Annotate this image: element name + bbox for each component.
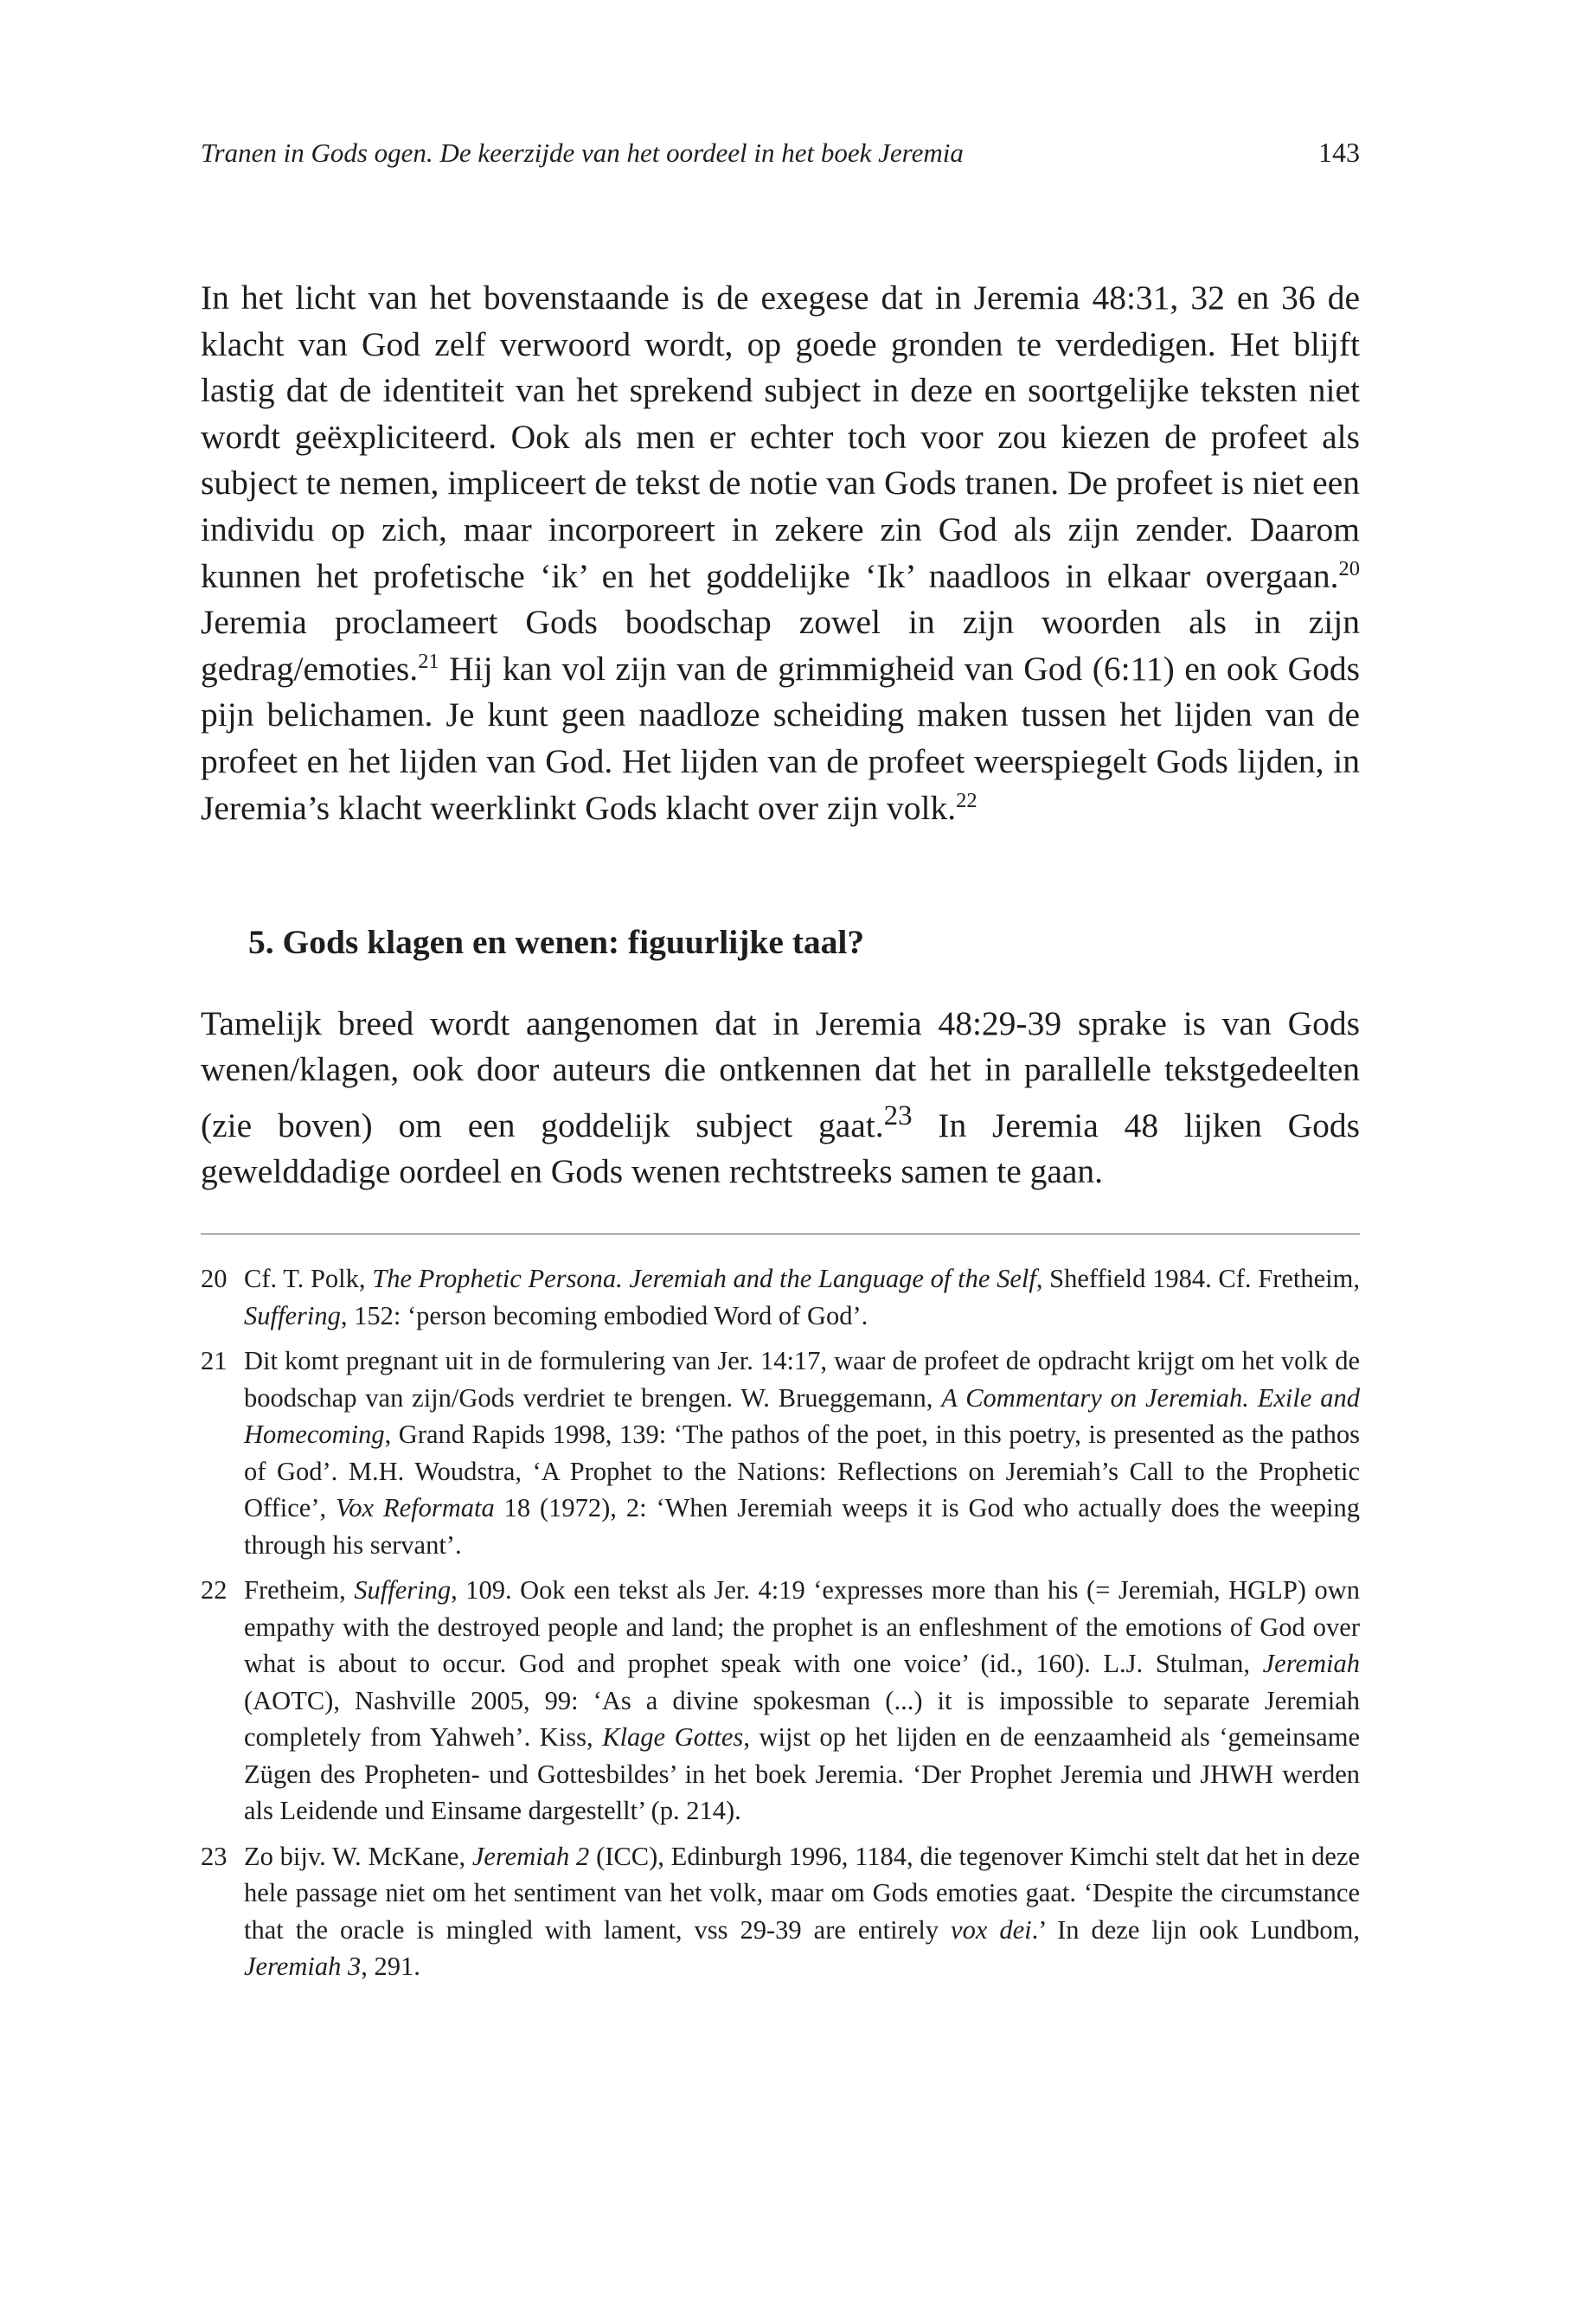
footnote-text-part: , 291. (361, 1952, 420, 1981)
footnote-ref-20: 20 (1338, 557, 1360, 581)
paragraph-1-part-c: Hij kan vol zijn van de grimmigheid van God (6:11) en ook Gods pijn belichamen. Je kunt geen naadloze scheiding maken tussen het lijden van de profeet en het lijden van God. Het lijden van de profeet weerspiegelt Gods lijden, in Jeremia’s klacht weerklinkt Gods klacht over zijn volk. (201, 649, 1360, 827)
paragraph-1-part-b: Jeremia proclameert Gods boodschap zowel in zijn woorden als in zijn gedrag/emoties. (201, 603, 1360, 688)
footnote-ref-21: 21 (418, 650, 439, 674)
footnote-text-part: Zo bijv. W. McKane, (244, 1841, 472, 1871)
footnote-italic-part: Suffering (354, 1575, 452, 1605)
paragraph-2-part-a: Tamelijk breed wordt aangenomen dat in Jeremia 48:29-39 sprake is van Gods wenen/klagen, ook door auteurs die ontkennen dat het in parallelle tekstgedeelten (zie boven) om een goddelijk subject gaat. (201, 1003, 1360, 1144)
footnote-text-part: .’ In deze lijn ook Lundbom, (1031, 1914, 1360, 1945)
footnote-text-part: , wijst op het lijden en de eenzaamheid als ‘gemeinsame Zügen des Propheten- und Gottesbildes’ in het boek Jeremia. ‘Der Prophet Jeremia und JHWH werden als Leidende und Einsame dargestellt’ (p. 214). (244, 1722, 1360, 1825)
paragraph-1 (201, 275, 1360, 831)
paragraph-1-part-a: In het licht van het bovenstaande is de exegese dat in Jeremia 48:31, 32 en 36 de klacht van God zelf verwoord wordt, op goede gronden te verdedigen. Het blijft lastig dat de identiteit van het sprekend subject in deze en soortgelijke teksten niet wordt geëxpliciteerd. Ook als men er echter toch voor zou kiezen de profeet als subject te nemen, impliceert de tekst de notie van Gods tranen. De profeet is niet een individu op zich, maar incorporeert in zekere zin God als zijn zender. Daarom kunnen het profetische ‘ik’ en het goddelijke ‘Ik’ naadloos in elkaar overgaan. (201, 279, 1360, 595)
running-title: Tranen in Gods ogen. De keerzijde van het oordeel in het boek Jeremia (201, 138, 964, 168)
page-number: 143 (1318, 137, 1360, 168)
footnote-text-part: (AOTC), Nashville 2005, 99: ‘As a divine spokesman (...) it is impossible to separate Jeremiah completely from Yahweh’. Kiss, (244, 1685, 1360, 1752)
footnote-italic-part: Jeremiah 3 (244, 1952, 362, 1981)
footnote-text-part: , 109. Ook een tekst als Jer. 4:19 ‘expresses more than his (= Jeremiah, HGLP) own empathy with the destroyed people and land; the prophet is an enfleshment of the emotions of God over what is about to occur. God and prophet speak with one voice’ (id., 160). L.J. Stulman, (244, 1575, 1360, 1678)
footnote-text (244, 1572, 1360, 1830)
footnote-text-part: Cf. T. Polk, (244, 1264, 373, 1293)
footnote-italic-part: Jeremiah (1262, 1649, 1360, 1678)
footnote-number: 23 (201, 1841, 228, 1871)
footnote-21 (201, 1343, 1360, 1563)
footnote-text-part: , 152: ‘person becoming embodied Word of God’. (340, 1300, 869, 1330)
footnote-italic-part: Jeremiah 2 (471, 1841, 590, 1871)
body-text-2 (201, 966, 1360, 1230)
footnote-text (244, 1343, 1360, 1563)
footnote-text-part: , Grand Rapids 1998, 139: ‘The pathos of the poet, in this poetry, is presented as the pathos of God’. M.H. Woudstra, ‘A Prophet to the Nations: Reflections on Jeremiah’s Call to the Prophetic Office’, (244, 1420, 1360, 1522)
footnote-italic-part: Suffering (244, 1300, 341, 1330)
footnote-text (244, 1260, 1360, 1334)
footnote-text-part: Dit komt pregnant uit in de formulering van Jer. 14:17, waar de profeet de opdracht krijgt om het volk de boodschap van zijn/Gods verdriet te brengen. W. Brueggemann, (244, 1346, 1360, 1413)
footnote-ref-22: 22 (956, 789, 977, 813)
body-text (201, 275, 1360, 831)
footnote-text-part: 18 (1972), 2: ‘When Jeremiah weeps it is God who actually does the weeping through his servant’. (244, 1493, 1360, 1560)
paragraph-2 (201, 1001, 1360, 1196)
footnote-number: 21 (201, 1346, 228, 1375)
footnote-italic-part: The Prophetic Persona. Jeremiah and the Language of the Self (372, 1264, 1036, 1293)
footnote-text-part: Fretheim, (244, 1575, 355, 1605)
footnote-italic-part: vox dei (951, 1914, 1032, 1945)
section-heading: 5. Gods klagen en wenen: figuurlijke taal? (248, 923, 865, 961)
footnote-23 (201, 1838, 1360, 1985)
footnote-italic-part: Vox Reformata (336, 1493, 495, 1522)
footnote-text (244, 1838, 1360, 1985)
footnote-22 (201, 1572, 1360, 1830)
footnote-number: 22 (201, 1575, 228, 1605)
footnotes (201, 1260, 1360, 1994)
footnote-text-part: (ICC), Edinburgh 1996, 1184, die tegenover Kimchi stelt dat het in deze hele passage niet om het sentiment van het volk, maar om Gods emoties gaat. ‘Despite the circumstance that the oracle is mingled with lament, vss 29-39 are entirely (244, 1841, 1360, 1945)
footnote-ref-23: 23 (883, 1099, 913, 1131)
paragraph-2-part-b: In Jeremia 48 lijken Gods gewelddadige oordeel en Gods wenen rechtstreeks samen te gaan. (201, 1106, 1360, 1191)
footnote-italic-part: Klage Gottes (602, 1722, 744, 1752)
footnote-number: 20 (201, 1264, 228, 1293)
footnote-italic-part: A Commentary on Jeremiah. Exile and Homecoming (244, 1382, 1360, 1449)
running-header (201, 137, 1360, 169)
footnote-text-part: , Sheffield 1984. Cf. Fretheim, (1035, 1264, 1360, 1293)
footnote-20 (201, 1260, 1360, 1334)
